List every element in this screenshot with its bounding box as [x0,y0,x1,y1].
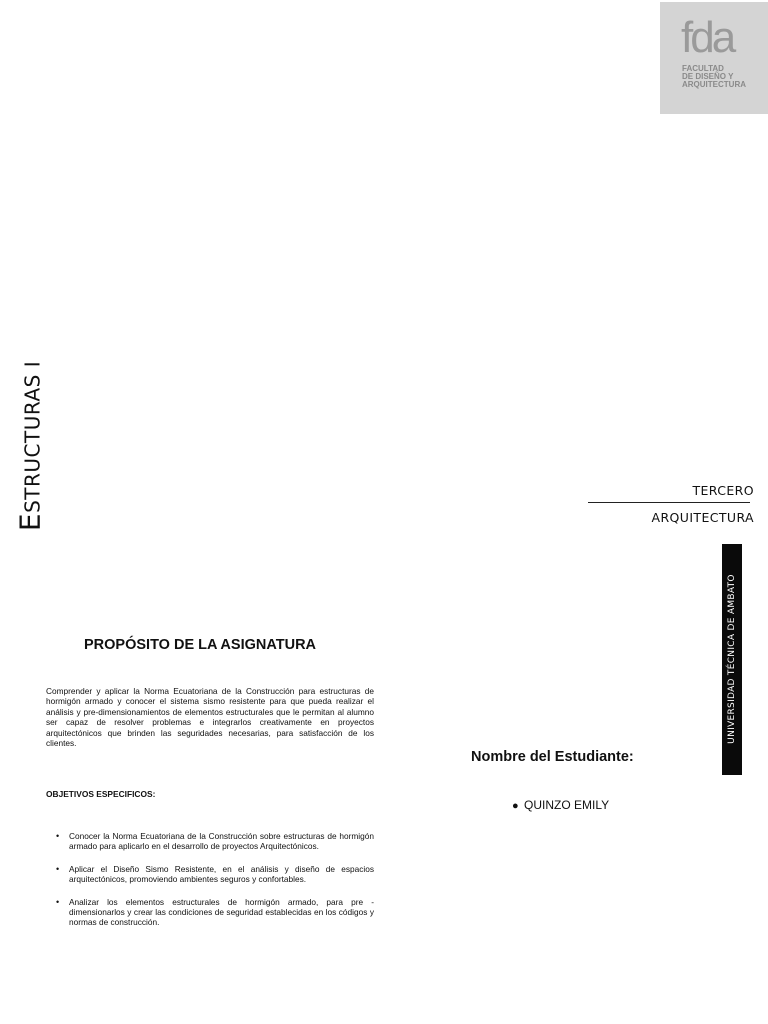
objectives-list [46,831,374,940]
logo-line: FACULTAD [682,64,724,73]
student-name: QUINZO EMILY [524,798,610,812]
list-item: • Analizar los elementos estructurales de hormigón armado, para pre - dimensionarlos y crear las condiciones de seguridad establecidas en los códigos y normas de construcción. [46,897,374,928]
university-bar [722,544,742,775]
logo-text [682,65,766,89]
list-item: • Aplicar el Diseño Sismo Resistente, en el análisis y diseño de espacios arquitectónicos, promoviendo ambientes seguros y confortables. [46,864,374,885]
list-item: • Conocer la Norma Ecuatoriana de la Construcción sobre estructuras de hormigón armado para aplicarlo en el desarrollo de proyectos Arquitectónicos. [46,831,374,852]
course-title-text [14,361,47,531]
university-name: UNIVERSIDAD TÉCNICA DE AMBATO [727,574,737,744]
logo-mark: fda [681,13,734,62]
logo-line: ARQUITECTURA [682,80,746,89]
student-list [512,798,609,812]
course-title [6,360,54,532]
logo-line: DE DISEÑO Y [682,72,734,81]
course-title-rest: STRUCTURAS I [20,360,45,513]
course-level: TERCERO [692,483,754,498]
purpose-title: PROPÓSITO DE LA ASIGNATURA [84,637,317,653]
objectives-title: OBJETIVOS ESPECIFICOS: [46,789,156,799]
purpose-text: Comprender y aplicar la Norma Ecuatoriana de la Construcción para estructuras de hormigón armado y conocer el sistema sismo resistente para que pueda realizar el análisis y pre-dimensionamientos de elementos estructurales que le permitan al alumno ser capaz de resolver problemas e integrarlos creativamente en proyectos arquitectónicos que brinden las seguridades necesarias, para satisfacción de los clientes. [46,686,374,749]
bullet-icon: ● [512,800,519,812]
course-title-initial: E [13,512,47,532]
course-career: ARQUITECTURA [651,510,754,525]
divider [588,502,750,503]
student-label: Nombre del Estudiante: [471,749,634,765]
list-item [512,798,609,812]
faculty-logo [660,2,768,114]
